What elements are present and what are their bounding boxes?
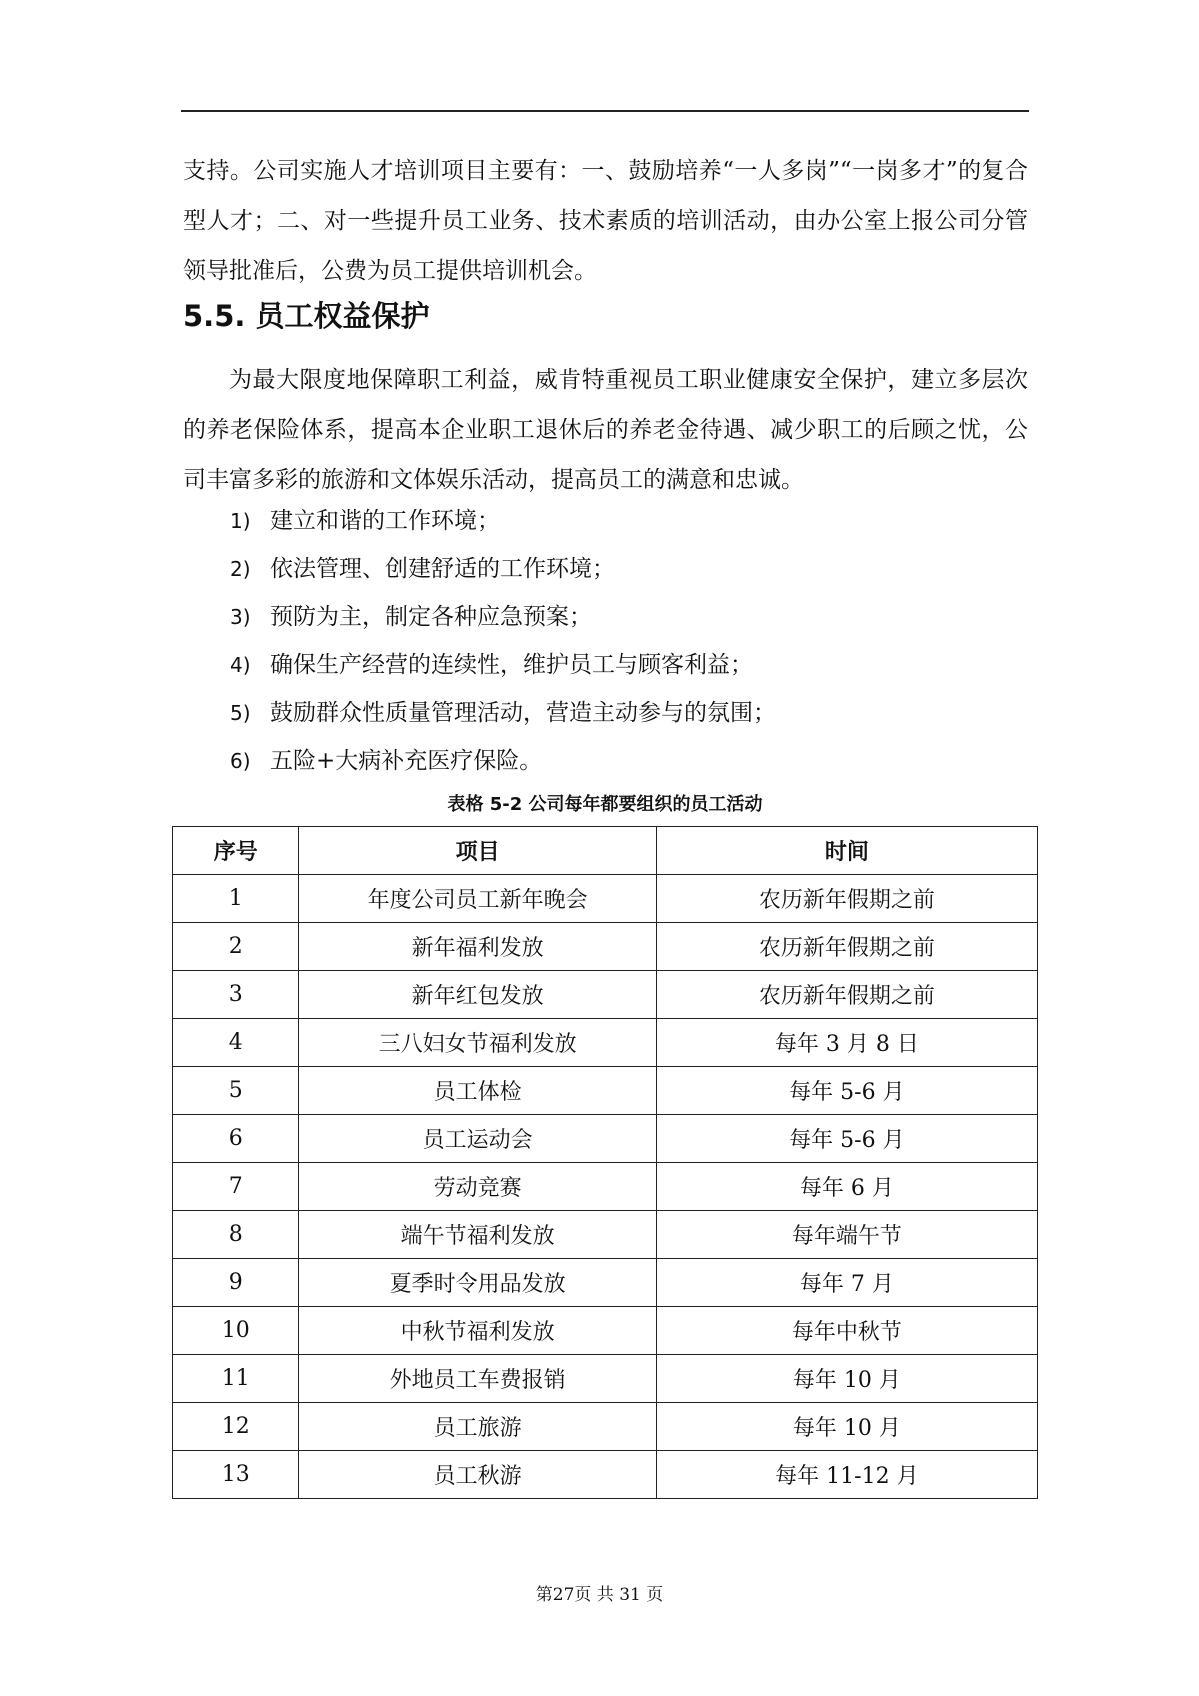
cell-number: 7 <box>173 1163 299 1211</box>
cell-item: 外地员工车费报销 <box>299 1355 656 1403</box>
cell-item: 中秋节福利发放 <box>299 1307 656 1355</box>
list-item-text: 确保生产经营的连续性，维护员工与顾客利益； <box>270 652 753 678</box>
cell-item: 端午节福利发放 <box>299 1211 656 1259</box>
cell-number: 6 <box>173 1115 299 1163</box>
table-caption: 表格 5-2 公司每年都要组织的员工活动 <box>447 794 763 815</box>
cell-time: 每年 10 月 <box>656 1355 1037 1403</box>
cell-number: 3 <box>173 971 299 1019</box>
cell-time: 农历新年假期之前 <box>656 875 1037 923</box>
cell-time: 每年端午节 <box>656 1211 1037 1259</box>
table-row <box>173 1451 1038 1499</box>
table-row <box>173 1019 1038 1067</box>
cell-item: 新年红包发放 <box>299 971 656 1019</box>
list-item <box>230 689 776 737</box>
cell-number: 12 <box>173 1403 299 1451</box>
table-row <box>173 1307 1038 1355</box>
cell-item: 员工体检 <box>299 1067 656 1115</box>
list-item-number: 4) <box>230 653 251 677</box>
list-item-text: 依法管理、创建舒适的工作环境； <box>270 556 615 582</box>
cell-time: 每年 6 月 <box>656 1163 1037 1211</box>
list-item-text: 鼓励群众性质量管理活动，营造主动参与的氛围； <box>270 700 776 726</box>
cell-number: 4 <box>173 1019 299 1067</box>
list-item <box>230 641 776 689</box>
cell-item: 劳动竞赛 <box>299 1163 656 1211</box>
cell-item: 三八妇女节福利发放 <box>299 1019 656 1067</box>
list-item-number: 6) <box>230 749 251 773</box>
table-row <box>173 1115 1038 1163</box>
table-row <box>173 971 1038 1019</box>
cell-number: 9 <box>173 1259 299 1307</box>
cell-item: 员工秋游 <box>299 1451 656 1499</box>
list-item-number: 2) <box>230 557 251 581</box>
cell-time: 每年 11-12 月 <box>656 1451 1037 1499</box>
list-item <box>230 737 776 785</box>
cell-item: 员工运动会 <box>299 1115 656 1163</box>
intro-paragraph: 支持。公司实施人才培训项目主要有：一、鼓励培养“一人多岗”“一岗多才”的复合型人才；二、对一些提升员工业务、技术素质的培训活动，由办公室上报公司分管领导批准后，公费为员工提供培训机会。 <box>183 158 1028 284</box>
cell-time: 农历新年假期之前 <box>656 971 1037 1019</box>
list-item-number: 1) <box>230 509 251 533</box>
list-item-text: 五险+大病补充医疗保险。 <box>270 748 543 774</box>
cell-time: 农历新年假期之前 <box>656 923 1037 971</box>
table-row <box>173 1403 1038 1451</box>
list-item <box>230 593 776 641</box>
section-heading: 5.5. 员工权益保护 <box>183 299 430 333</box>
table-row <box>173 923 1038 971</box>
cell-time: 每年 10 月 <box>656 1403 1037 1451</box>
cell-number: 2 <box>173 923 299 971</box>
list-item-text: 建立和谐的工作环境； <box>270 508 500 534</box>
cell-time: 每年中秋节 <box>656 1307 1037 1355</box>
cell-number: 8 <box>173 1211 299 1259</box>
list-item <box>230 545 776 593</box>
cell-time: 每年 5-6 月 <box>656 1067 1037 1115</box>
column-header-time: 时间 <box>656 827 1037 875</box>
page-footer: 第27页 共 31 页 <box>535 1585 664 1605</box>
header-rule <box>181 110 1029 112</box>
table-row <box>173 1211 1038 1259</box>
cell-item: 新年福利发放 <box>299 923 656 971</box>
cell-item: 夏季时令用品发放 <box>299 1259 656 1307</box>
cell-number: 11 <box>173 1355 299 1403</box>
list-item-text: 预防为主，制定各种应急预案； <box>270 604 592 630</box>
table-row <box>173 1259 1038 1307</box>
column-header-number: 序号 <box>173 827 299 875</box>
cell-item: 年度公司员工新年晚会 <box>299 875 656 923</box>
table-row <box>173 875 1038 923</box>
list-item <box>230 497 776 545</box>
table-row <box>173 1067 1038 1115</box>
cell-number: 5 <box>173 1067 299 1115</box>
cell-number: 1 <box>173 875 299 923</box>
employee-activities-table <box>172 826 1038 1499</box>
cell-time: 每年 7 月 <box>656 1259 1037 1307</box>
table-row <box>173 1163 1038 1211</box>
list-item-number: 5) <box>230 701 251 725</box>
table-row <box>173 1355 1038 1403</box>
list-item-number: 3) <box>230 605 251 629</box>
cell-time: 每年 5-6 月 <box>656 1115 1037 1163</box>
cell-number: 10 <box>173 1307 299 1355</box>
benefits-list <box>230 497 776 785</box>
section-paragraph: 为最大限度地保障职工利益，威肯特重视员工职业健康安全保护，建立多层次的养老保险体系，提高本企业职工退休后的养老金待遇、减少职工的后顾之忧，公司丰富多彩的旅游和文体娱乐活动，提高员工的满意和忠诚。 <box>183 367 1028 493</box>
cell-time: 每年 3 月 8 日 <box>656 1019 1037 1067</box>
cell-number: 13 <box>173 1451 299 1499</box>
cell-item: 员工旅游 <box>299 1403 656 1451</box>
table-header-row <box>173 827 1038 875</box>
column-header-item: 项目 <box>299 827 656 875</box>
